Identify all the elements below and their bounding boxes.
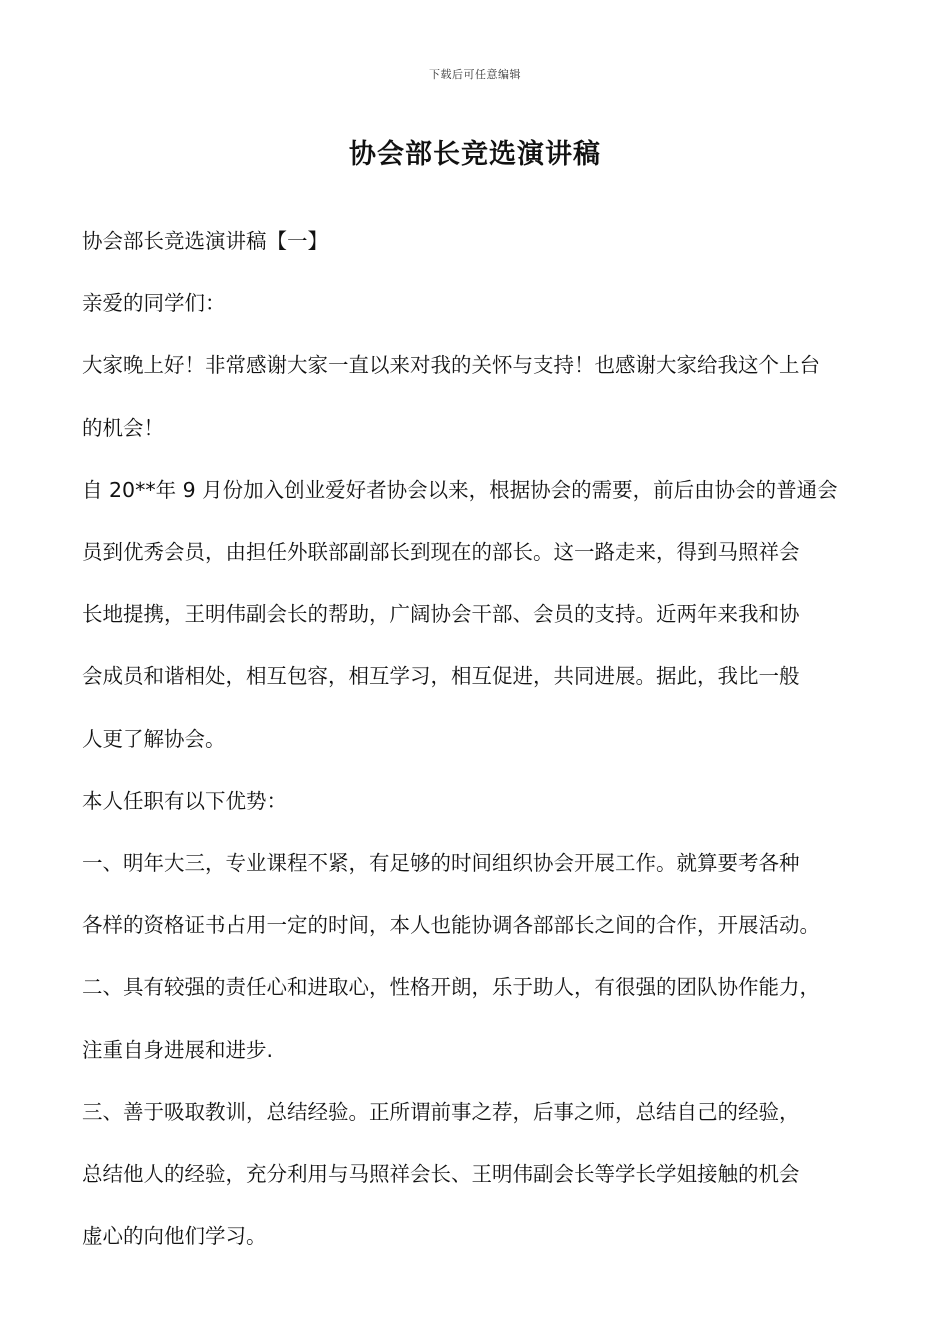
section-heading: 协会部长竞选演讲稿【一】 xyxy=(82,229,328,253)
body-line: 二、具有较强的责任心和进取心，性格开朗，乐于助人，有很强的团队协作能力， xyxy=(82,975,820,1000)
header-note: 下载后可任意编辑 xyxy=(429,68,521,81)
document-body xyxy=(82,210,872,1267)
body-line: 会成员和谐相处，相互包容，相互学习，相互促进，共同进展。据此，我比一般 xyxy=(82,664,800,689)
body-line: 人更了解协会。 xyxy=(82,726,226,751)
body-line: 员到优秀会员，由担任外联部副部长到现在的部长。这一路走来，得到马照祥会 xyxy=(82,540,800,565)
body-line: 注重自身进展和进步. xyxy=(82,1037,274,1062)
body-line: 长地提携，王明伟副会长的帮助，广阔协会干部、会员的支持。近两年来我和协 xyxy=(82,602,800,627)
body-line: 自 20**年 9 月份加入创业爱好者协会以来，根据协会的需要，前后由协会的普通会 xyxy=(82,477,838,502)
body-line: 总结他人的经验，充分利用与马照祥会长、王明伟副会长等学长学姐接触的机会 xyxy=(82,1162,800,1187)
body-line: 虚心的向他们学习。 xyxy=(82,1224,267,1249)
document-title: 协会部长竞选演讲稿 xyxy=(349,139,601,170)
body-line: 三、善于吸取教训，总结经验。正所谓前事之荐，后事之师，总结自己的经验， xyxy=(82,1099,800,1124)
salutation: 亲爱的同学们： xyxy=(82,291,226,316)
body-line: 各样的资格证书占用一定的时间，本人也能协调各部部长之间的合作，开展活动。 xyxy=(82,913,820,938)
body-line: 本人任职有以下优势： xyxy=(82,788,287,813)
body-line: 大家晚上好！非常感谢大家一直以来对我的关怀与支持！也感谢大家给我这个上台 xyxy=(82,353,820,378)
body-line: 的机会！ xyxy=(82,415,164,440)
body-line: 一、明年大三，专业课程不紧，有足够的时间组织协会开展工作。就算要考各种 xyxy=(82,851,800,876)
